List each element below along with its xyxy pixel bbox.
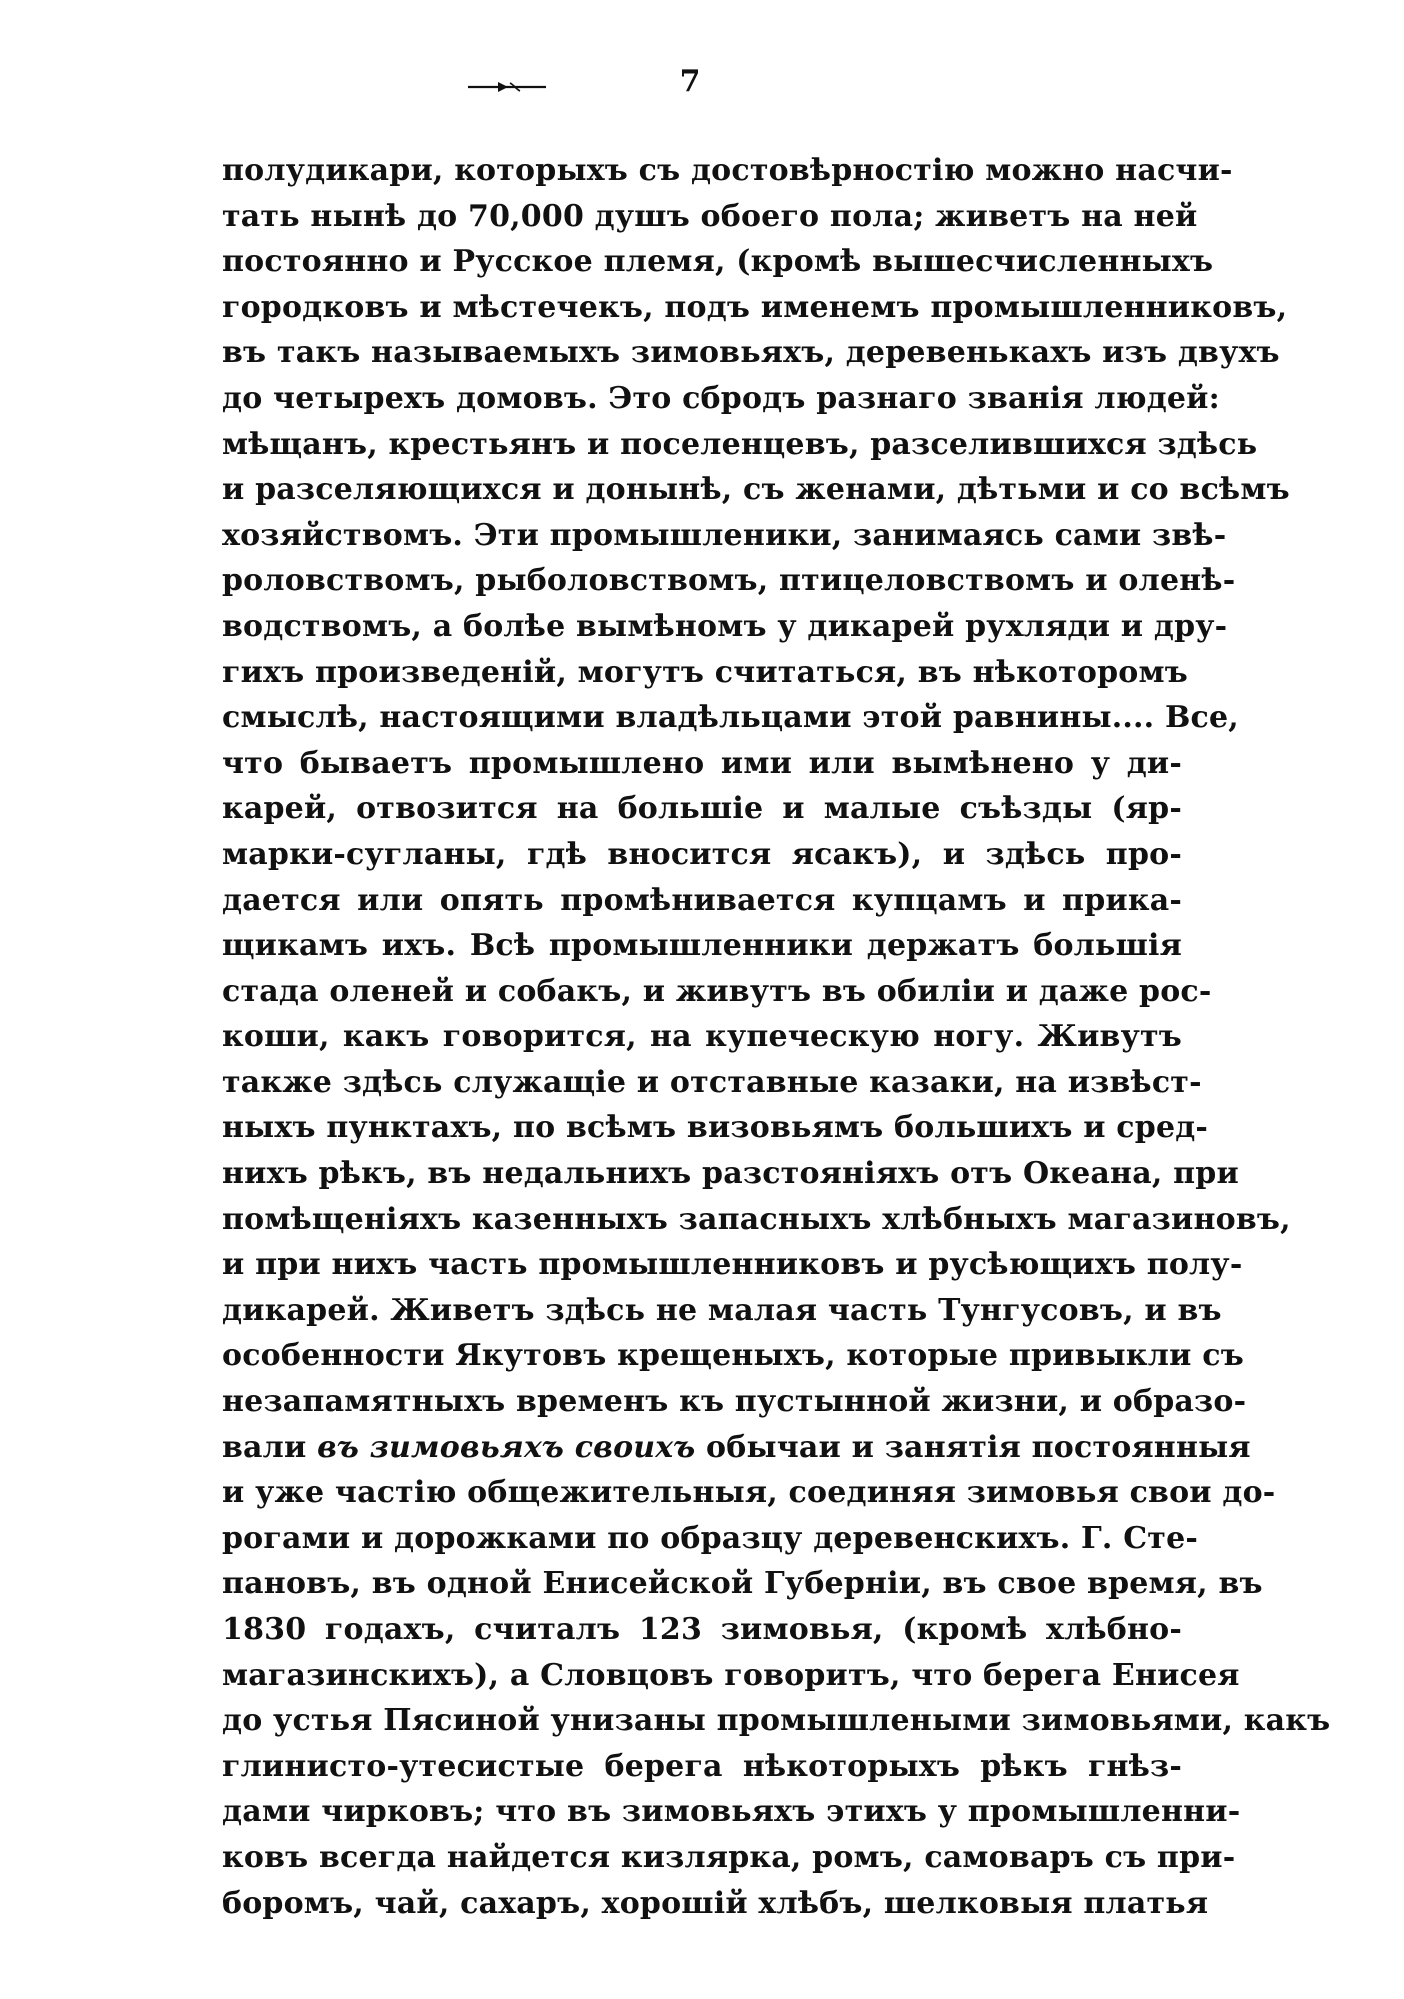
text-line	[222, 832, 1182, 878]
text-segment: и уже частію общежительныя, соединяя зимовья свои до-	[222, 1475, 1276, 1511]
text-segment: щикамъ ихъ. Всѣ промышленники держатъ большія	[222, 928, 1182, 964]
text-segment: нихъ рѣкъ, въ недальнихъ разстояніяхъ отъ Океана, при	[222, 1156, 1239, 1192]
text-segment: дами чирковъ; что въ зимовьяхъ этихъ у промышленни-	[222, 1794, 1241, 1830]
italic-phrase: въ зимовьяхъ своихъ	[317, 1429, 696, 1465]
text-segment: 1830 годахъ, считалъ 123 зимовья, (кромѣ хлѣбно-	[222, 1612, 1182, 1647]
text-segment: помѣщеніяхъ казенныхъ запасныхъ хлѣбныхъ магазиновъ,	[222, 1201, 1291, 1237]
text-line	[222, 786, 1182, 832]
text-segment: дается или опять промѣнивается купцамъ и прика-	[222, 882, 1182, 918]
page-number: 7	[679, 64, 701, 99]
text-segment: боромъ, чай, сахаръ, хорошій хлѣбъ, шелковыя платья	[222, 1885, 1209, 1921]
text-segment: роловствомъ, рыболовствомъ, птицеловствомъ и оленѣ-	[222, 563, 1236, 599]
text-line	[222, 878, 1182, 924]
text-line	[222, 558, 1236, 604]
text-line	[222, 1288, 1222, 1334]
text-segment: водствомъ, а болѣе вымѣномъ у дикарей рухляди и дру-	[222, 608, 1228, 644]
text-line	[222, 1881, 1209, 1927]
text-line	[222, 923, 1182, 969]
text-line	[222, 422, 1258, 468]
text-line	[222, 695, 1239, 741]
text-segment: дикарей. Живетъ здѣсь не малая часть Тунгусовъ, и въ	[222, 1292, 1222, 1328]
text-line	[222, 239, 1214, 285]
text-line	[222, 1197, 1291, 1243]
text-line	[222, 1653, 1240, 1699]
text-line	[222, 376, 1220, 422]
text-line	[222, 148, 1233, 194]
text-line	[222, 604, 1228, 650]
text-segment: пановъ, въ одной Енисейской Губерніи, въ свое время, въ	[222, 1566, 1263, 1602]
text-line	[222, 1698, 1331, 1744]
text-line	[222, 969, 1212, 1015]
text-segment: незапамятныхъ временъ къ пустынной жизни, и образо-	[222, 1384, 1247, 1420]
text-segment: особенности Якутовъ крещеныхъ, которые привыкли съ	[222, 1338, 1244, 1374]
text-segment: до четырехъ домовъ. Это сбродъ разнаго званія людей:	[222, 380, 1220, 416]
text-line	[222, 1835, 1236, 1881]
text-segment: полудикари, которыхъ съ достовѣрностію можно насчи-	[222, 153, 1233, 188]
text-line	[222, 1105, 1209, 1151]
text-line	[222, 650, 1188, 696]
text-segment: рогами и дорожками по образцу деревенскихъ. Г. Сте-	[222, 1520, 1199, 1556]
text-line	[222, 513, 1227, 559]
text-line	[222, 194, 1198, 240]
text-line	[222, 1470, 1276, 1516]
text-segment: ковъ всегда найдется кизлярка, ромъ, самоваръ съ при-	[222, 1839, 1236, 1875]
text-segment: мѣщанъ, крестьянъ и поселенцевъ, разселившихся здѣсь	[222, 426, 1258, 462]
text-line	[222, 330, 1280, 376]
text-segment: городковъ и мѣстечекъ, подъ именемъ промышленниковъ,	[222, 289, 1288, 325]
text-segment: гихъ произведеній, могутъ считаться, въ нѣкоторомъ	[222, 654, 1188, 690]
text-segment: постоянно и Русское племя, (кромѣ вышесчисленныхъ	[222, 244, 1214, 280]
text-line	[222, 1789, 1241, 1835]
text-segment: тать нынѣ до 70,000 душъ обоего пола; живетъ на ней	[222, 198, 1198, 234]
text-segment: и разселяющихся и донынѣ, съ женами, дѣтьми и со всѣмъ	[222, 472, 1290, 508]
header-ornament-icon	[468, 80, 546, 94]
text-line	[222, 1425, 1251, 1471]
text-line	[222, 1151, 1239, 1197]
text-segment: также здѣсь служащіе и отставные казаки, на извѣст-	[222, 1064, 1202, 1100]
text-line	[222, 1516, 1199, 1562]
text-segment: обычаи и занятія постоянныя	[695, 1429, 1251, 1465]
text-line	[222, 1060, 1202, 1106]
text-line	[222, 1014, 1182, 1060]
body-text	[222, 148, 1331, 1926]
text-segment: карей, отвозится на большіе и малые съѣзды (яр-	[222, 791, 1182, 827]
text-segment: коши, какъ говорится, на купеческую ногу. Живутъ	[222, 1019, 1182, 1055]
text-segment: и при нихъ часть промышленниковъ и русѣющихъ полу-	[222, 1247, 1243, 1283]
text-line	[222, 1607, 1182, 1653]
text-segment: что бываетъ промышлено ими или вымѣнено у ди-	[222, 745, 1182, 781]
text-segment: смыслѣ, настоящими владѣльцами этой равнины.... Все,	[222, 700, 1239, 736]
text-segment: глинисто-утесистые берега нѣкоторыхъ рѣкъ гнѣз-	[222, 1748, 1182, 1784]
text-segment: ныхъ пунктахъ, по всѣмъ визовьямъ большихъ и сред-	[222, 1110, 1209, 1146]
text-segment: хозяйствомъ. Эти промышленики, занимаясь сами звѣ-	[222, 517, 1227, 553]
text-line	[222, 1242, 1243, 1288]
text-segment: магазинскихъ), а Словцовъ говоритъ, что берега Енисея	[222, 1657, 1240, 1693]
text-segment: до устья Пясиной унизаны промышлеными зимовьями, какъ	[222, 1703, 1331, 1739]
text-line	[222, 1744, 1182, 1790]
text-line	[222, 285, 1288, 331]
text-line	[222, 467, 1290, 513]
text-segment: стада оленей и собакъ, и живутъ въ обиліи и даже рос-	[222, 973, 1212, 1009]
text-line	[222, 1333, 1244, 1379]
text-line	[222, 741, 1182, 787]
text-line	[222, 1561, 1263, 1607]
text-line	[222, 1379, 1247, 1425]
text-segment: вали	[222, 1429, 318, 1465]
text-segment: въ такъ называемыхъ зимовьяхъ, деревенькахъ изъ двухъ	[222, 335, 1280, 371]
text-segment: марки-сугланы, гдѣ вносится ясакъ), и здѣсь про-	[222, 836, 1182, 872]
